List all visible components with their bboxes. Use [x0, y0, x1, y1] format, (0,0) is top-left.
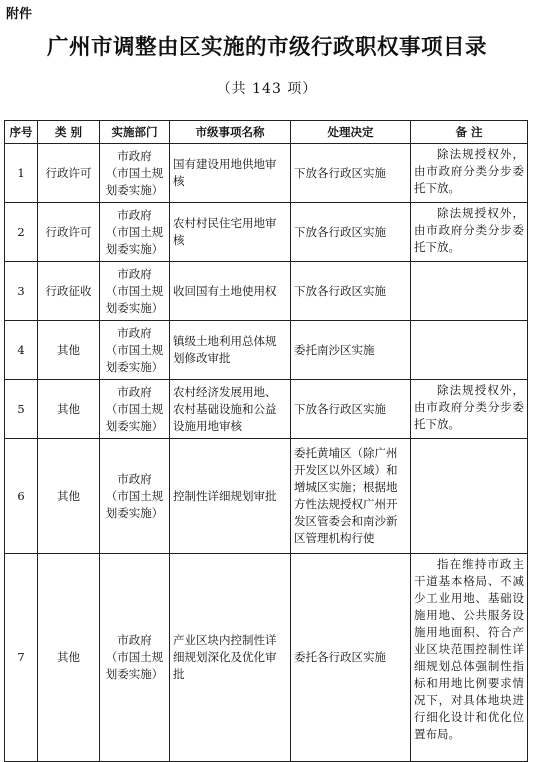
dept-name: 市政府 — [117, 148, 152, 163]
cell-no: 1 — [5, 144, 38, 203]
cell-decision: 下放各行政区实施 — [291, 203, 411, 262]
cell-no: 3 — [5, 262, 38, 321]
dept-implementer: （市国土规划委实施） — [105, 342, 164, 374]
table-row — [5, 203, 528, 262]
table-row — [5, 144, 528, 203]
cell-remark — [411, 439, 528, 554]
cell-item: 镇级土地利用总体规划修改审批 — [170, 321, 291, 380]
cell-remark — [411, 203, 528, 262]
cell-category: 其他 — [38, 439, 100, 554]
remark-text: 指在维持市政主干道基本格局、不减少工业用地、基础设施用地、公共服务设施用地面积、符合产业区块范围控制性详细规划总体强制性指标和用地比例要求情况下，对具体地块进行细化设计和优化位置布局。 — [414, 557, 524, 741]
cell-category: 其他 — [38, 321, 100, 380]
cell-decision: 委托南沙区实施 — [291, 321, 411, 380]
cell-no: 2 — [5, 203, 38, 262]
cell-no: 4 — [5, 321, 38, 380]
table-header-row — [5, 121, 528, 144]
cell-dept — [100, 262, 170, 321]
cell-dept — [100, 203, 170, 262]
remark-text: 除法规授权外，由市政府分类分步委托下放。 — [414, 383, 524, 431]
cell-decision: 下放各行政区实施 — [291, 262, 411, 321]
dept-name: 市政府 — [117, 325, 152, 340]
cell-no: 6 — [5, 439, 38, 554]
cell-dept — [100, 321, 170, 380]
dept-implementer: （市国土规划委实施） — [105, 488, 164, 520]
cell-item: 产业区块内控制性详细规划深化及优化审批 — [170, 554, 291, 762]
dept-implementer: （市国土规划委实施） — [105, 165, 164, 197]
table-row — [5, 554, 528, 762]
cell-dept — [100, 144, 170, 203]
cell-decision: 委托黄埔区（除广州开发区以外区域）和增城区实施；根据地方性法规授权广州开发区管委会和南沙新区管理机构行使 — [291, 439, 411, 554]
remark-text: 除法规授权外，由市政府分类分步委托下放。 — [414, 206, 524, 254]
cell-category: 行政许可 — [38, 203, 100, 262]
dept-name: 市政府 — [117, 633, 152, 647]
column-header-remark: 备 注 — [411, 121, 528, 144]
dept-implementer: （市国土规划委实施） — [105, 401, 164, 433]
document-title: 广州市调整由区实施的市级行政职权事项目录 — [46, 35, 487, 60]
table-row — [5, 321, 528, 380]
cell-item: 控制性详细规划审批 — [170, 439, 291, 554]
cell-dept — [100, 554, 170, 762]
cell-item: 农村经济发展用地、农村基础设施和公益设施用地审核 — [170, 380, 291, 439]
cell-item: 收回国有土地使用权 — [170, 262, 291, 321]
power-items-table — [4, 120, 528, 762]
dept-name: 市政府 — [117, 207, 152, 222]
cell-no: 5 — [5, 380, 38, 439]
cell-no: 7 — [5, 554, 38, 762]
cell-item: 国有建设用地供地审核 — [170, 144, 291, 203]
table-row — [5, 380, 528, 439]
item-count: （共 143 项） — [216, 81, 318, 97]
column-header-item: 市级事项名称 — [170, 121, 291, 144]
cell-item: 农村村民住宅用地审核 — [170, 203, 291, 262]
dept-implementer: （市国土规划委实施） — [105, 224, 164, 256]
cell-category: 行政征收 — [38, 262, 100, 321]
table-row — [5, 262, 528, 321]
cell-category: 其他 — [38, 380, 100, 439]
dept-implementer: （市国土规划委实施） — [105, 650, 164, 681]
cell-remark — [411, 262, 528, 321]
cell-dept — [100, 439, 170, 554]
cell-category: 其他 — [38, 554, 100, 762]
cell-decision: 委托各行政区实施 — [291, 554, 411, 762]
cell-decision: 下放各行政区实施 — [291, 380, 411, 439]
dept-name: 市政府 — [117, 266, 152, 281]
cell-category: 行政许可 — [38, 144, 100, 203]
column-header-category: 类 别 — [38, 121, 100, 144]
cell-decision: 下放各行政区实施 — [291, 144, 411, 203]
column-header-dept: 实施部门 — [100, 121, 170, 144]
dept-implementer: （市国土规划委实施） — [105, 283, 164, 315]
column-header-no: 序号 — [5, 121, 38, 144]
dept-name: 市政府 — [117, 471, 152, 486]
attachment-label: 附件 — [6, 7, 33, 22]
cell-remark — [411, 380, 528, 439]
cell-dept — [100, 380, 170, 439]
column-header-decision: 处理决定 — [291, 121, 411, 144]
cell-remark — [411, 321, 528, 380]
remark-text: 除法规授权外，由市政府分类分步委托下放。 — [414, 147, 524, 195]
dept-name: 市政府 — [117, 384, 152, 399]
cell-remark — [411, 144, 528, 203]
cell-remark — [411, 554, 528, 762]
table-row — [5, 439, 528, 554]
